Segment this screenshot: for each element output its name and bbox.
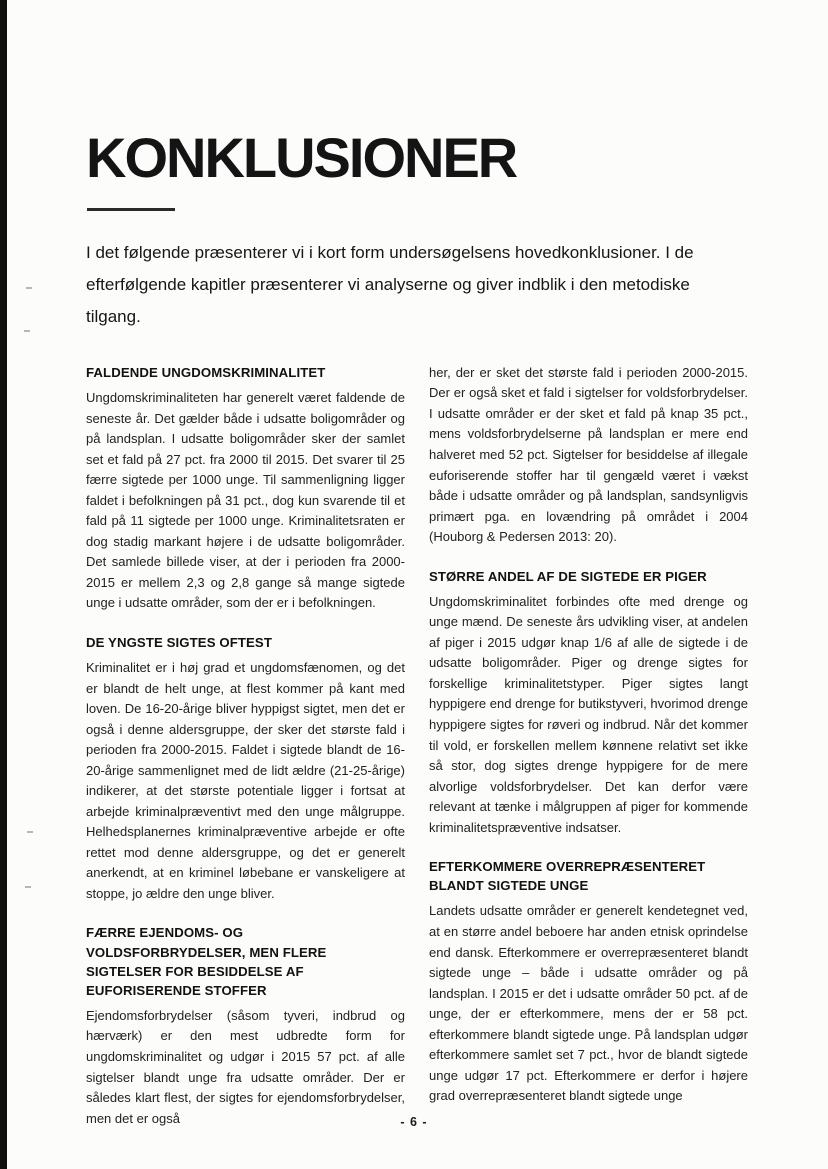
title-rule (87, 208, 175, 211)
left-column (86, 363, 405, 1129)
continuation-paragraph: her, der er sket det største fald i perioden 2000-2015. Der er også sket et fald i sigtelser for voldsforbrydelser. I udsatte områder er der sket et fald på knap 35 pct., mens voldsforbrydelserne på landsplan er mere end halveret med 52 pct. Sigtelser for besiddelse af illegale euforiserende stoffer har til gengæld været i vækst både i udsatte områder og på landsplan, sandsynligvis primært pga. en lovændring på området i 2004 (Houborg & Pedersen 2013: 20). (429, 364, 748, 545)
section-body: Landets udsatte områder er generelt kendetegnet ved, at en større andel beboere har anden etnisk oprindelse end dansk. Efterkommere er overrepræsenteret blandt sigtede unge – både i udsatte områder og på landsplan. I 2015 er det i udsatte områder 50 pct. af de unge, der er efterkommere, mens der er 58 pct. efterkommere blandt sigtede unge. På landsplan udgør efterkommere samlet set 7 pct., hvor de blandt sigtede unge udgør 17 pct. Efterkommere er derfor i højere grad overrepræsenteret blandt sigtede unge (429, 903, 748, 1104)
two-column-body (86, 363, 748, 1129)
section-body: Ungdomskriminaliteten har generelt været faldende de seneste år. Det gælder både i udsatte boligområder og på landsplan. I udsatte boligområder sker der samlet set et fald på 27 pct. fra 2000 til 2015. Det svarer til 25 færre sigtede per 1000 unge. Til sammenligning ligger faldet i befolkningen på 31 pct., dog kun svarende til et fald på 11 sigtede per 1000 unge. Kriminalitetsraten er dog stadig markant højere i de udsatte boligområder. Det samlede billede viser, at der i perioden fra 2000-2015 er mellem 2,3 og 2,8 gange så mange sigtede unge i udsatte områder, som der er i befolkningen. (86, 390, 405, 611)
section-body: Ejendomsforbrydelser (såsom tyveri, indbrud og hærværk) er den mest udbredte form for ungdomskriminalitet og udgør i 2015 57 pct. af alle sigtelser blandt unge fra udsatte områder. Der er således klart flest, der sigtes for ejendomsforbrydelser, men det er også (86, 1007, 405, 1126)
section-body: Ungdomskriminalitet forbindes ofte med drenge og unge mænd. De seneste års udvikling viser, at andelen af piger i 2015 udgør knap 1/6 af alle de sigtede i de udsatte boligområder. Piger og drenge sigtes for forskellige kriminalitetstyper. Piger sigtes langt hyppigere end drenge for butikstyveri, hvorimod drenge hyppigere sigtes for røveri og indbrud. Når det kommer til vold, er forskellen mellem kønnene relativt set ikke så stor, dog sigtes drenge hyppigere for de mere alvorlige voldsforbrydelser. Det kan derfor være relevant at tænke i målgruppen af piger for kommende kriminalitetspræventive indsatser. (429, 593, 748, 835)
section-body: Kriminalitet er i høj grad et ungdomsfænomen, og det er blandt de helt unge, at flest kommer på kant med loven. De 16-20-årige bliver hyppigst sigtet, men det er også i denne aldersgruppe, der sker det største fald i perioden fra 2000-2015. Faldet i sigtede blandt de 16-20-årige sammenlignet med de lidt ældre (21-25-årige) indikerer, at det største potentiale ligger i fortsat at arbejde kriminalpræventivt med den unge målgruppe. Helhedsplanernes kriminalpræventive arbejde er ofte rettet mod denne aldersgruppe, og det er generelt anerkendt, at en kriminel løbebane er vanskeligere at stoppe, jo ældre den unge bliver. (86, 659, 405, 901)
section-heading: FALDENDE UNGDOMSKRIMINALITET (86, 364, 326, 380)
section-heading: STØRRE ANDEL AF DE SIGTEDE ER PIGER (429, 568, 707, 584)
section-faldende-ungdomskriminalitet (86, 363, 405, 614)
section-efterkommere-overrepraesenteret (429, 857, 748, 1107)
section-de-yngste-sigtes-oftest (86, 633, 405, 905)
section-heading: EFTERKOMMERE OVERREPRÆSENTERET BLANDT SIGTEDE UNGE (429, 859, 706, 894)
page-content (0, 126, 828, 1129)
right-column (429, 363, 748, 1129)
section-heading: DE YNGSTE SIGTES OFTEST (86, 634, 272, 650)
page-title: KONKLUSIONER (86, 126, 517, 189)
section-stoerre-andel-piger (429, 567, 748, 839)
section-faerre-ejendoms-voldsforbrydelser (86, 923, 405, 1129)
page-number: - 6 - (400, 1115, 428, 1129)
intro-paragraph: I det følgende præsenterer vi i kort form undersøgelsens hovedkonklusioner. I de efterfølgende kapitler præsenterer vi analyserne og giver indblik i den metodiske tilgang. (86, 243, 694, 326)
section-heading: FÆRRE EJENDOMS- OG VOLDSFORBRYDELSER, MEN FLERE SIGTELSER FOR BESIDDELSE AF EUFORISERENDE STOFFER (86, 925, 327, 998)
